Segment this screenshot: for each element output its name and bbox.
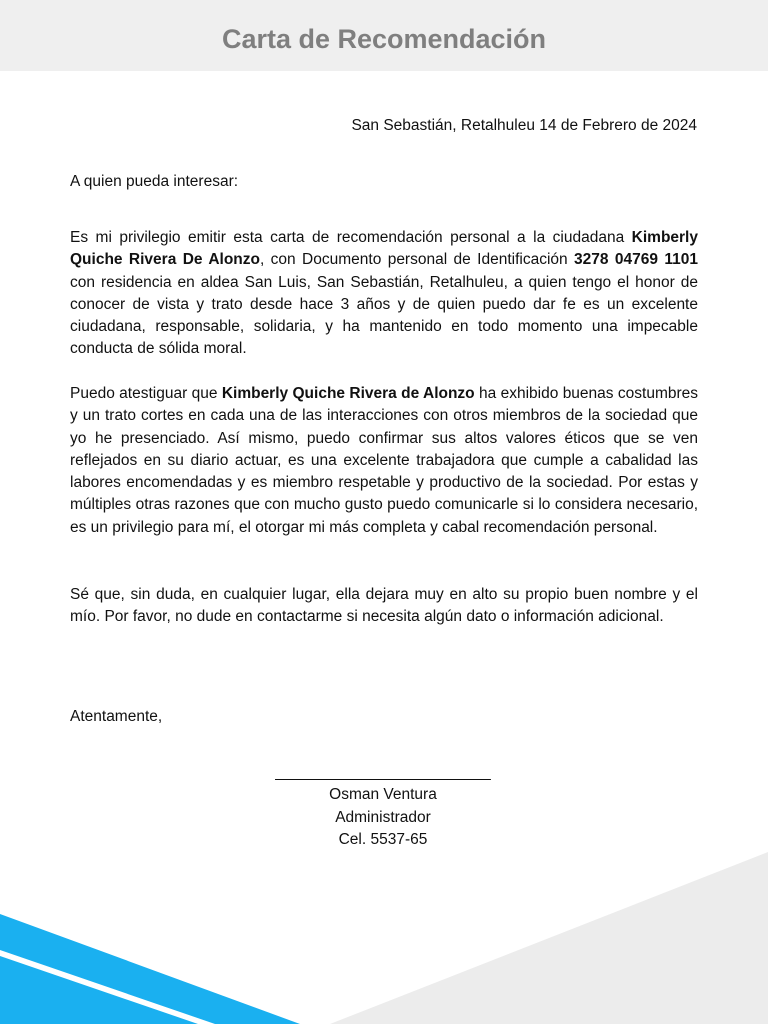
p1-recipient-name: Kimberly Quiche Rivera De Alonzo <box>70 229 698 269</box>
letter-title: Carta de Recomendación <box>221 24 547 54</box>
p2-text-2: ha exhibido buenas costumbres y un trato cortes en cada una de las interacciones con otros miembros de la sociedad que yo he presenciado. Así mismo, puedo confirmar sus altos valores éticos que se ven reflejados en su diario actuar, es una excelente trabajadora que cumple a cabalidad las labores encomendadas y es miembro respetable y productivo de la sociedad. Por estas y múltiples otras razones que con mucho gusto puedo comunicarle si lo considera necesario, es un privilegio para mí, el otorgar mi más completa y cabal recomendación personal. <box>70 385 699 536</box>
paragraph-1 <box>70 227 698 361</box>
paragraph-2 <box>70 383 698 539</box>
salutation: A quien pueda interesar: <box>70 173 239 190</box>
signer-role: Administrador <box>335 808 431 826</box>
footer-decoration <box>0 840 768 1024</box>
p2-recipient-name: Kimberly Quiche Rivera de Alonzo <box>221 385 475 402</box>
signer-name: Osman Ventura <box>329 786 437 804</box>
paragraph-3: Sé que, sin duda, en cualquier lugar, ella dejara muy en alto su propio buen nombre y el mío. Por favor, no dude en contactarme si necesita algún dato o información adicional. <box>70 586 698 626</box>
p2-text-1: Puedo atestiguar que <box>70 385 222 402</box>
p1-dpi-number: 3278 04769 1101 <box>574 251 698 269</box>
p1-text-1: Es mi privilegio emitir esta carta de recomendación personal a la ciudadana <box>70 229 632 246</box>
p1-text-2: , con Documento personal de Identificación <box>259 251 575 269</box>
p1-text-3: con residencia en aldea San Luis, San Sebastián, Retalhuleu, a quien tengo el honor de conocer de vista y trato desde hace 3 años y de quien puedo dar fe es un excelente ciudadana, responsable, solidaria, y ha mantenido en todo momento una impecable conducta de sólida moral. <box>70 273 698 358</box>
signature-block <box>268 762 498 851</box>
deco-gray-shape <box>330 852 768 1024</box>
signature-line: _________________________ <box>275 764 491 781</box>
signer-phone: Cel. 5537-65 <box>338 830 428 848</box>
closing: Atentamente, <box>70 708 163 725</box>
letter-header-band <box>0 0 768 71</box>
date-line: San Sebastián, Retalhuleu 14 de Febrero de 2024 <box>351 117 697 134</box>
